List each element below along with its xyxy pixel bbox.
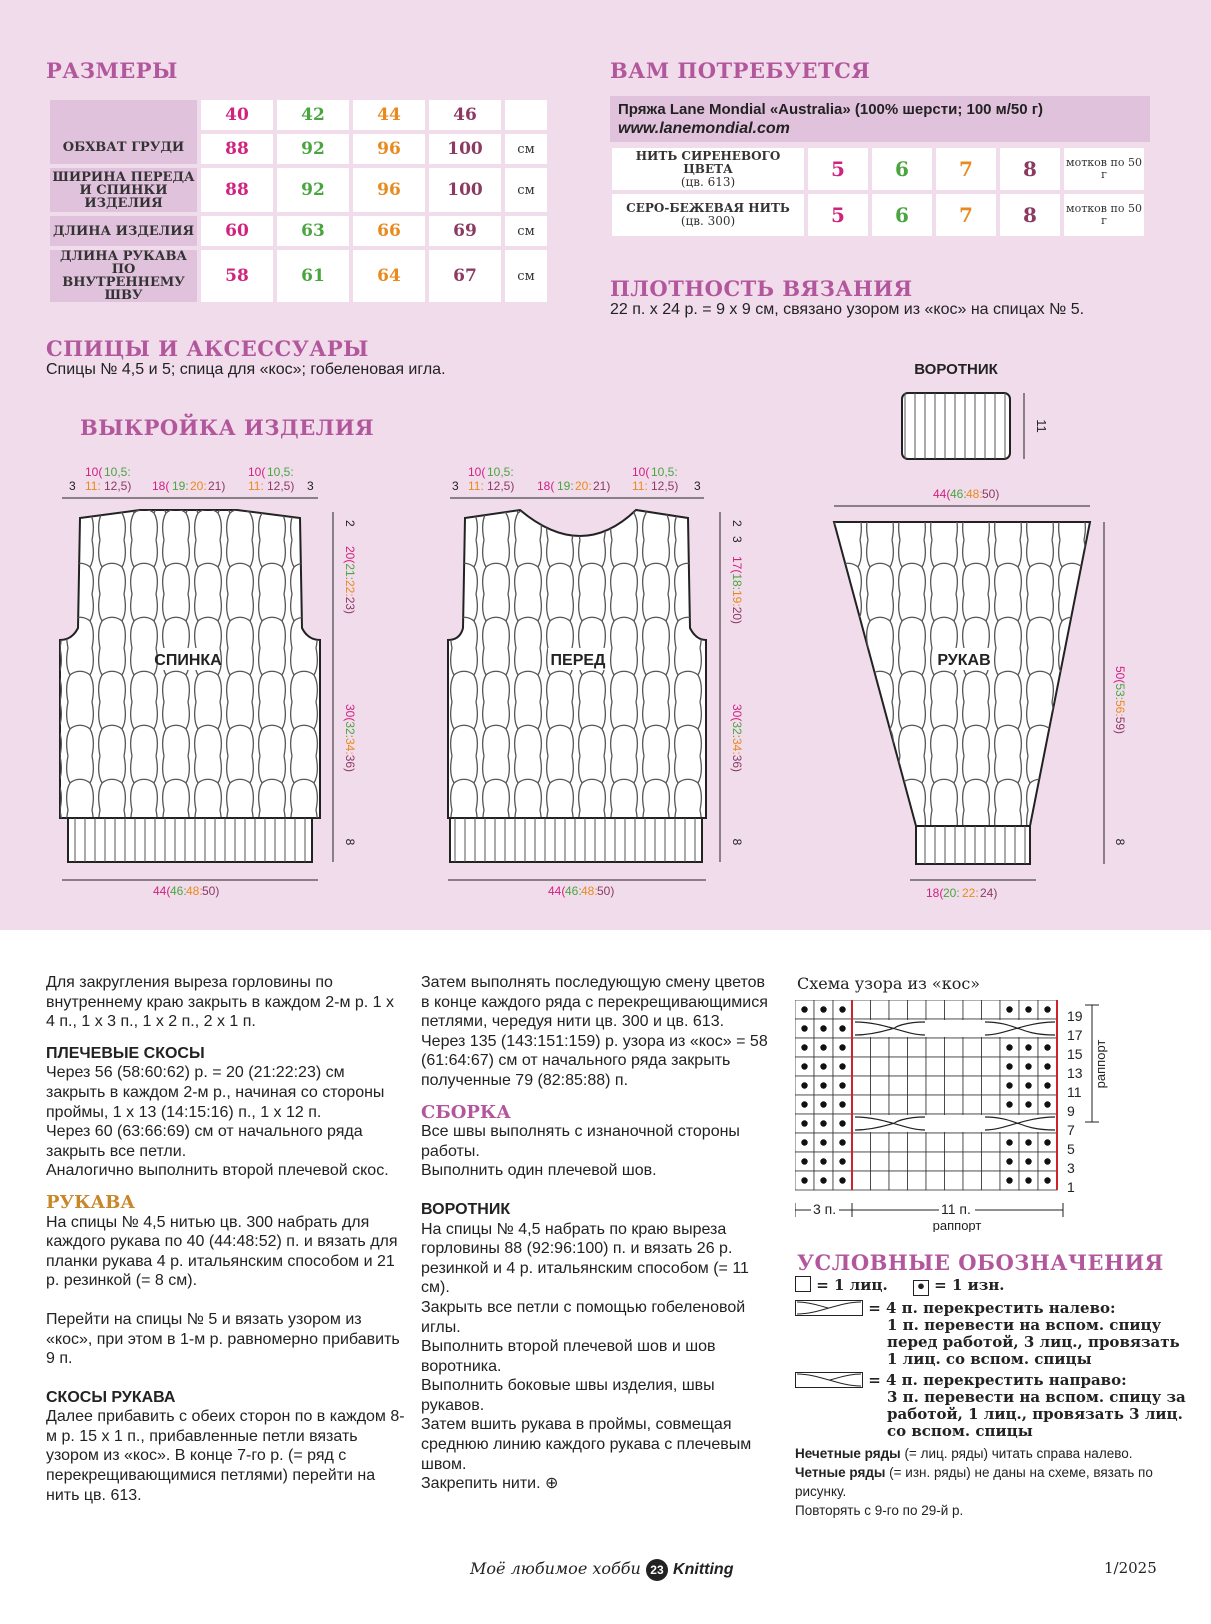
dim-width-1: 46: (170, 884, 187, 898)
purl-dot (801, 1139, 807, 1145)
purl-dot (839, 1158, 845, 1164)
dim-shoulder-d: 12,5) (267, 479, 295, 493)
closing-text: Через 135 (143:151:159) р. узора из «кос» = 58 (61:64:67) см от начального ряда закрыть полученные 79 (82:85:88) п. (421, 1032, 768, 1089)
collar-piece (902, 361, 1049, 459)
size-unit: см (505, 216, 547, 246)
chart-cell (926, 1133, 945, 1152)
sizes-title: РАЗМЕРЫ (46, 58, 178, 83)
legend-left-cross: = 4 п. перекрестить налево: 1 п. перевести на вспом. спицу перед работой, 3 лиц., провязать 1 лиц. со вспом. спицы (795, 1300, 1195, 1368)
dim-width-3: 50) (597, 884, 615, 898)
dim-shoulder-a: 10( (632, 465, 650, 479)
chart-cell (889, 1152, 908, 1171)
chart-cell (908, 1076, 927, 1095)
purl-dot (1006, 1101, 1012, 1107)
chart-cell (963, 1057, 982, 1076)
purl-dot (801, 1120, 807, 1126)
shoulder-title: ПЛЕЧЕВЫЕ СКОСЫ (46, 1044, 205, 1062)
row-number: 11 (1067, 1084, 1082, 1100)
purl-dot (1044, 1063, 1050, 1069)
purl-dot (1006, 1082, 1012, 1088)
purl-dot (839, 1025, 845, 1031)
purl-dot (801, 1006, 807, 1012)
chart-cell (926, 1076, 945, 1095)
note-repeat: Повторять с 9-го по 29-й р. (795, 1503, 964, 1518)
dim-shoulder-b: 10,5: (651, 465, 678, 479)
size-header: 44 (353, 100, 425, 130)
chart-cell (908, 1152, 927, 1171)
chart-cell (871, 1095, 890, 1114)
dim-2: 2 (343, 520, 357, 527)
size-cell: 88 (201, 134, 273, 164)
row-number: 1 (1067, 1179, 1075, 1195)
purl-dot (1025, 1177, 1031, 1183)
row-number: 5 (1067, 1141, 1075, 1157)
chart-cell (982, 1152, 1001, 1171)
size-cell: 66 (353, 216, 425, 246)
chart-cell (889, 1000, 908, 1019)
chart-cell (852, 1076, 871, 1095)
shoulder-text-2: Через 60 (63:66:69) см от начального ряда закрыть все петли. (46, 1123, 363, 1160)
chart-bottom-left: 3 п. (813, 1201, 837, 1217)
sizes-row-label-2: ДЛИНА ИЗДЕЛИЯ (50, 216, 197, 246)
left-cross-icon (795, 1300, 863, 1316)
pattern-drawings (0, 350, 1211, 910)
chart-notes (795, 1444, 1195, 1520)
dim-shoulder-d: 12,5) (651, 479, 679, 493)
purl-dot (820, 1063, 826, 1069)
purl-dot (839, 1120, 845, 1126)
chart-cell (982, 1038, 1001, 1057)
chart-repeat-vertical: раппорт (1093, 1039, 1108, 1089)
chart-cell (889, 1057, 908, 1076)
chart-cell (982, 1133, 1001, 1152)
dim-width-0: 44( (548, 884, 566, 898)
chart-cell (852, 1000, 871, 1019)
end-icon: ⊕ (545, 1475, 559, 1493)
front-piece (448, 510, 706, 862)
chart-cell (945, 1038, 964, 1057)
chart-cell (908, 1038, 927, 1057)
sleeve-piece (834, 522, 1090, 864)
purl-dot (1044, 1177, 1050, 1183)
yarn-box (610, 96, 1150, 142)
bevel-text: Далее прибавить с обеих сторон по в каждом 8-м р. 15 х 1 п., прибавленные петли вязать узором из «кос». В конце 7-го р. (= ряд с перекрещивающимися петлями) перейти на нить цв. 613. (46, 1408, 405, 1504)
purl-dot (1006, 1139, 1012, 1145)
purl-dot (820, 1082, 826, 1088)
materials-title: ВАМ ПОТРЕБУЕТСЯ (610, 58, 871, 83)
size-cell: 60 (201, 216, 273, 246)
dim-rib: 8 (343, 838, 357, 846)
sleeve-label: РУКАВ (937, 652, 991, 669)
note-odd: Нечетные ряды (= лиц. ряды) читать справа налево. (795, 1446, 1133, 1461)
chart-cell (926, 1152, 945, 1171)
purl-dot (1025, 1044, 1031, 1050)
dim-width-2: 48: (186, 884, 203, 898)
collar-title: ВОРОТНИК (421, 1200, 511, 1218)
collar-text-4: Выполнить боковые швы изделия, швы рукавов. (421, 1377, 715, 1414)
chart-cell (871, 1171, 890, 1190)
chart-cell (871, 1133, 890, 1152)
collar-height: 11 (1034, 419, 1049, 433)
assembly-text-1: Все швы выполнять с изнаночной стороны работы. (421, 1123, 740, 1160)
dim-width-0: 44( (933, 487, 951, 501)
size-cell: 100 (429, 168, 501, 212)
dim-3: 3 (730, 536, 744, 543)
chart-cell (852, 1171, 871, 1190)
purl-dot (820, 1044, 826, 1050)
dim-shoulder-d: 12,5) (104, 479, 132, 493)
dim-neck-3: 21) (593, 479, 611, 493)
front-label: ПЕРЕД (550, 652, 606, 669)
purl-dot (1025, 1158, 1031, 1164)
purl-dot (839, 1082, 845, 1088)
size-cell: 67 (429, 250, 501, 302)
sizes-row-label-0: ОБХВАТ ГРУДИ (50, 100, 197, 164)
chart-cell (926, 1171, 945, 1190)
dim-sleeve-bottom-0: 18( (926, 886, 944, 900)
purl-symbol-icon: • (913, 1280, 929, 1296)
chart-cell (871, 1076, 890, 1095)
size-cell: 92 (277, 168, 349, 212)
purl-dot (1025, 1006, 1031, 1012)
row-number: 9 (1067, 1103, 1075, 1119)
collar-text-5: Затем вшить рукава в проймы, совмещая среднюю линию каждого рукава с плечевым швом. (421, 1416, 752, 1473)
yarn-cell: 6 (872, 194, 932, 236)
size-header: 40 (201, 100, 273, 130)
dim-width-2: 48: (581, 884, 598, 898)
chart-cell (926, 1057, 945, 1076)
back-label: СПИНКА (154, 652, 222, 669)
bevel-title: СКОСЫ РУКАВА (46, 1388, 176, 1406)
chart-cell (852, 1038, 871, 1057)
purl-dot (1025, 1139, 1031, 1145)
dim-sleeve-length: 50(53:56:59) (1113, 665, 1127, 735)
dim-sleeve-bottom-1: 20: (943, 886, 960, 900)
chart-cell (926, 1038, 945, 1057)
chart-cell (852, 1095, 871, 1114)
purl-dot (839, 1063, 845, 1069)
purl-dot (839, 1177, 845, 1183)
dim-sleeve-bottom-2: 22: (962, 886, 979, 900)
size-header: 46 (429, 100, 501, 130)
row-number: 15 (1067, 1046, 1083, 1062)
chart-cell (871, 1038, 890, 1057)
chart-cell (871, 1000, 890, 1019)
size-cell: 61 (277, 250, 349, 302)
shoulder-text-1: Через 56 (58:60:62) р. = 20 (21:22:23) см закрыть в каждом 2-м р., начиная со стороны проймы, 1 х 13 (14:15:16) п., 1 х 12 п. (46, 1064, 385, 1121)
purl-dot (1025, 1082, 1031, 1088)
dim-neck-3: 21) (208, 479, 226, 493)
chart-cell (963, 1152, 982, 1171)
chart-cell (908, 1057, 927, 1076)
size-cell: 92 (277, 134, 349, 164)
purl-dot (839, 1006, 845, 1012)
chart-cell (852, 1057, 871, 1076)
chart-cell (945, 1076, 964, 1095)
sizes-row-label-3: ДЛИНА РУКАВА ПО ВНУТРЕННЕМУ ШВУ (50, 250, 197, 302)
dim-width-1: 46: (565, 884, 582, 898)
size-cell: 69 (429, 216, 501, 246)
dim-neck-0: 18( (152, 479, 170, 493)
needles-text: Спицы № 4,5 и 5; спица для «кос»; гобеленовая игла. (46, 361, 446, 378)
chart-title: Схема узора из «кос» (797, 974, 981, 993)
size-header-blank (505, 100, 547, 130)
purl-dot (801, 1177, 807, 1183)
dim-3: 3 (307, 479, 314, 493)
dim-shoulder-c: 11: (468, 479, 484, 493)
dim-shoulder-a: 10( (468, 465, 486, 479)
dim-shoulder-d: 12,5) (487, 479, 515, 493)
dim-width-3: 50) (982, 487, 1000, 501)
chart-cell (963, 1000, 982, 1019)
yarn-description: Пряжа Lane Mondial «Australia» (100% шерсти; 100 м/50 г) (618, 101, 1044, 118)
row-number: 13 (1067, 1065, 1083, 1081)
cable-chart (795, 1000, 1135, 1232)
dim-armhole-back: 20(21:22:23) (343, 545, 357, 615)
collar-text-2: Закрыть все петли с помощью гобеленовой иглы. (421, 1298, 746, 1336)
chart-cell (908, 1133, 927, 1152)
chart-cell (963, 1171, 982, 1190)
legend (795, 1276, 1195, 1440)
chart-cell (982, 1171, 1001, 1190)
purl-dot (1006, 1158, 1012, 1164)
knit-symbol-icon (795, 1276, 811, 1292)
purl-dot (1006, 1177, 1012, 1183)
chart-cell (908, 1095, 927, 1114)
dim-shoulder-c: 11: (632, 479, 648, 493)
pattern-title: ВЫКРОЙКА ИЗДЕЛИЯ (80, 415, 375, 440)
yarn-url: www.lanemondial.com (618, 120, 790, 137)
purl-dot (839, 1044, 845, 1050)
neck-text: Для закругления выреза горловины по внутреннему краю закрыть в каждом 2-м р. 1 х 4 п., 1 х 3 п., 1 х 2 п., 2 х 1 п. (46, 974, 395, 1031)
shoulder-text-3: Аналогично выполнить второй плечевой скос. (46, 1162, 389, 1180)
size-cell: 88 (201, 168, 273, 212)
purl-dot (820, 1006, 826, 1012)
dim-shoulder-b: 10,5: (487, 465, 514, 479)
purl-dot (820, 1177, 826, 1183)
purl-dot (839, 1101, 845, 1107)
assembly-title: СБОРКА (421, 1101, 511, 1123)
size-cell: 96 (353, 134, 425, 164)
purl-dot (801, 1082, 807, 1088)
size-cell: 96 (353, 168, 425, 212)
collar-text-6: Закрепить нити. ⊕ (421, 1475, 559, 1493)
assembly-text-2: Выполнить один плечевой шов. (421, 1162, 657, 1180)
chart-cell (926, 1095, 945, 1114)
chart-cell (963, 1095, 982, 1114)
yarn-cell: 8 (1000, 194, 1060, 236)
dim-shoulder-c: 11: (248, 479, 264, 493)
needles-title: СПИЦЫ И АКСЕССУАРЫ (46, 336, 369, 361)
purl-dot (1006, 1044, 1012, 1050)
chart-cell (982, 1095, 1001, 1114)
note-even: Четные ряды (= изн. ряды) не даны на схеме, вязать по рисунку. (795, 1465, 1153, 1499)
sleeves-text-1: На спицы № 4,5 нитью цв. 300 набрать для каждого рукава по 40 (44:48:52) п. и вязать для планки рукава 4 р. итальянским способом и 21 р. резинкой (= 8 см). (46, 1213, 398, 1290)
size-cell: 64 (353, 250, 425, 302)
color-text: Затем выполнять последующую смену цветов в конце каждого ряда с перекрещивающимися петлями, чередуя нити цв. 300 и цв. 613. (421, 974, 768, 1031)
chart-cell (945, 1152, 964, 1171)
legend-knit-row: = 1 лиц. • = 1 изн. (795, 1276, 1195, 1296)
purl-dot (801, 1025, 807, 1031)
purl-dot (1025, 1101, 1031, 1107)
collar-label: ВОРОТНИК (914, 361, 998, 378)
dim-shoulder-b: 10,5: (104, 465, 131, 479)
purl-dot (801, 1063, 807, 1069)
row-number: 3 (1067, 1160, 1075, 1176)
dim-neck-2: 20: (190, 479, 207, 493)
chart-cell (926, 1000, 945, 1019)
size-header: 42 (277, 100, 349, 130)
magazine-name: Моё любимое хобби (470, 1559, 641, 1578)
column-2 (421, 973, 776, 1494)
purl-dot (1044, 1139, 1050, 1145)
yarn-cell: 7 (936, 194, 996, 236)
column-1 (46, 973, 406, 1505)
yarn-cell: 5 (808, 194, 868, 236)
chart-cell (982, 1057, 1001, 1076)
chart-cell (871, 1057, 890, 1076)
purl-dot (1044, 1006, 1050, 1012)
yarn-cell: 6 (872, 148, 932, 190)
dim-neck-0: 18( (537, 479, 555, 493)
dim-shoulder-a: 10( (85, 465, 103, 479)
dim-neck-1: 19: (172, 479, 189, 493)
yarn-cell: 8 (1000, 148, 1060, 190)
issue-number: 1/2025 (1104, 1559, 1157, 1577)
purl-dot (820, 1101, 826, 1107)
chart-cell (889, 1171, 908, 1190)
purl-dot (801, 1044, 807, 1050)
size-cell: 100 (429, 134, 501, 164)
purl-dot (1025, 1063, 1031, 1069)
yarn-cell: 5 (808, 148, 868, 190)
chart-cell (908, 1000, 927, 1019)
dim-rib: 8 (1113, 838, 1127, 846)
chart-cell (945, 1171, 964, 1190)
dim-body-front: 30(32:34:36) (730, 703, 744, 773)
chart-cell (982, 1076, 1001, 1095)
dim-body-back: 30(32:34:36) (343, 703, 357, 773)
yarn-unit: мотков по 50 г (1064, 194, 1144, 236)
chart-cell (889, 1133, 908, 1152)
legend-right-cross: = 4 п. перекрестить направо: 3 п. перевести на вспом. спицу за работой, 1 лиц., провязать 3 лиц. со вспом. спицы (795, 1372, 1195, 1440)
legend-title: УСЛОВНЫЕ ОБОЗНАЧЕНИЯ (797, 1250, 1164, 1275)
chart-cell (963, 1076, 982, 1095)
dim-3: 3 (69, 479, 76, 493)
purl-dot (1006, 1006, 1012, 1012)
yarn-cell: 7 (936, 148, 996, 190)
row-number: 19 (1067, 1008, 1083, 1024)
purl-dot (801, 1158, 807, 1164)
sleeves-text-2: Перейти на спицы № 5 и вязать узором из «кос», при этом в 1-м р. равномерно прибавить 9 п. (46, 1310, 400, 1368)
dim-neck-2: 20: (575, 479, 592, 493)
collar-text-1: На спицы № 4,5 набрать по краю выреза горловины 88 (92:96:100) п. и вязать 26 р. резинкой и 4 р. итальянским способом (= 11 см). (421, 1220, 749, 1297)
right-cross-icon (795, 1372, 863, 1388)
dim-width-3: 50) (202, 884, 220, 898)
yarn-row-label: СЕРО-БЕЖЕВАЯ НИТЬ (цв. 300) (612, 194, 804, 236)
purl-dot (820, 1120, 826, 1126)
purl-dot (1044, 1044, 1050, 1050)
purl-dot (1044, 1082, 1050, 1088)
size-unit: см (505, 250, 547, 302)
purl-dot (1044, 1101, 1050, 1107)
dim-shoulder-a: 10( (248, 465, 266, 479)
chart-cell (945, 1095, 964, 1114)
purl-dot (820, 1025, 826, 1031)
size-cell: 63 (277, 216, 349, 246)
sleeves-title: РУКАВА (46, 1191, 136, 1213)
chart-cell (982, 1000, 1001, 1019)
row-number: 17 (1067, 1027, 1083, 1043)
chart-cell (852, 1133, 871, 1152)
dim-shoulder-b: 10,5: (267, 465, 294, 479)
dim-width-0: 44( (153, 884, 171, 898)
dim-neck-1: 19: (557, 479, 574, 493)
yarn-row-label: НИТЬ СИРЕНЕВОГО ЦВЕТА (цв. 613) (612, 148, 804, 190)
chart-cell (889, 1095, 908, 1114)
chart-cell (852, 1152, 871, 1171)
dim-3: 3 (694, 479, 701, 493)
collar-text-3: Выполнить второй плечевой шов и шов воротника. (421, 1338, 716, 1375)
size-unit: см (505, 168, 547, 212)
dim-3: 3 (452, 479, 459, 493)
chart-cell (963, 1133, 982, 1152)
purl-dot (820, 1139, 826, 1145)
page-number: 23 (646, 1559, 668, 1581)
size-unit: см (505, 134, 547, 164)
size-cell: 58 (201, 250, 273, 302)
chart-bottom-repeat: раппорт (932, 1218, 982, 1232)
gauge-text: 22 п. х 24 р. = 9 х 9 см, связано узором из «кос» на спицах № 5. (610, 301, 1085, 318)
gauge-title: ПЛОТНОСТЬ ВЯЗАНИЯ (610, 276, 913, 301)
yarn-table (608, 144, 1148, 240)
dim-rib: 8 (730, 838, 744, 846)
back-piece (60, 510, 320, 862)
purl-dot (1006, 1063, 1012, 1069)
chart-bottom-right: 11 п. (941, 1201, 971, 1217)
chart-cell (963, 1038, 982, 1057)
chart-cell (871, 1152, 890, 1171)
chart-cell (945, 1057, 964, 1076)
row-number: 7 (1067, 1122, 1075, 1138)
chart-cell (945, 1000, 964, 1019)
purl-dot (1044, 1158, 1050, 1164)
dim-width-1: 46: (950, 487, 967, 501)
chart-cell (908, 1171, 927, 1190)
dim-sleeve-bottom-3: 24) (980, 886, 998, 900)
dim-shoulder-c: 11: (85, 479, 101, 493)
dim-2: 2 (730, 520, 744, 527)
purl-dot (839, 1139, 845, 1145)
chart-cell (945, 1133, 964, 1152)
footer (470, 1559, 733, 1581)
sizes-row-label-1: ШИРИНА ПЕРЕДА И СПИНКИ ИЗДЕЛИЯ (50, 168, 197, 212)
brand-name: Knitting (673, 1561, 734, 1578)
chart-cell (889, 1076, 908, 1095)
purl-dot (801, 1101, 807, 1107)
dim-armhole-front: 17(18:19:20) (730, 555, 744, 625)
sizes-table (46, 96, 551, 306)
chart-cell (889, 1038, 908, 1057)
purl-dot (820, 1158, 826, 1164)
dim-width-2: 48: (966, 487, 983, 501)
yarn-unit: мотков по 50 г (1064, 148, 1144, 190)
